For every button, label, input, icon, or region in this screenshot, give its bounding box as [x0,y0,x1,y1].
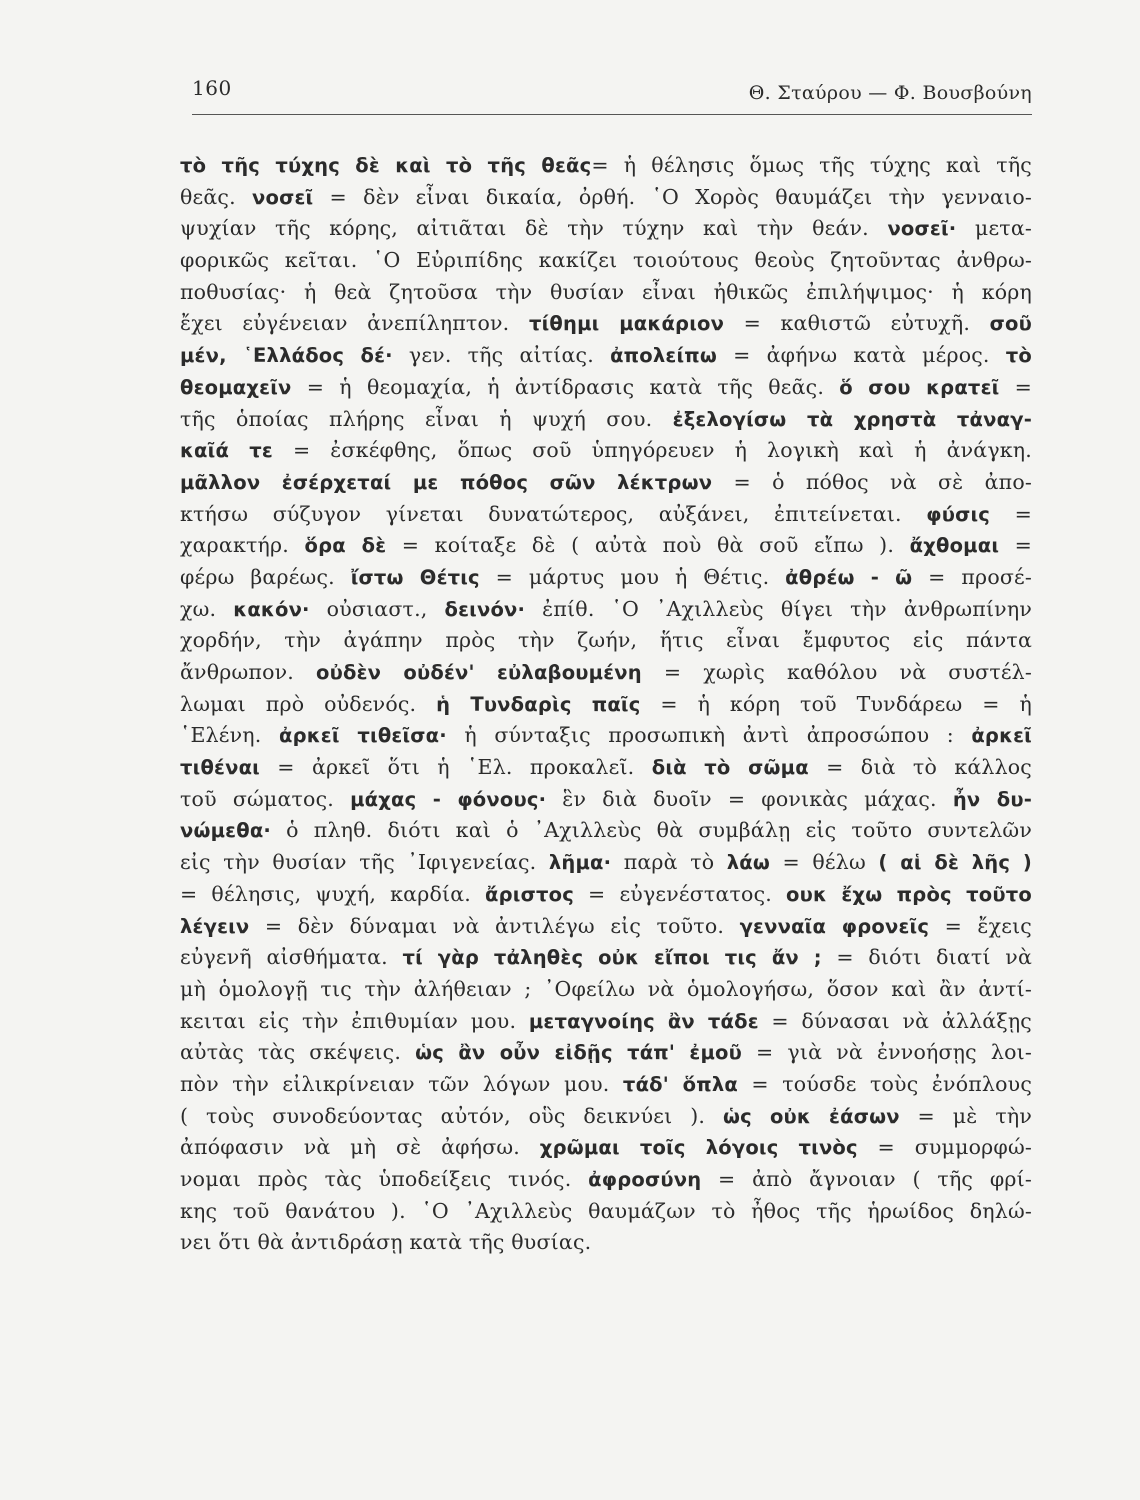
gloss-text: οὐσιαστ., [309,596,445,621]
text-line [180,277,1032,309]
text-line [180,784,1032,816]
lemma-term: ἴστω Θέτις [350,565,480,589]
gloss-text: χαρακτήρ. [180,533,305,558]
gloss-text: νει ὅτι θὰ ἀντιδράσῃ κατὰ τῆς θυσίας. [180,1230,592,1255]
lemma-term: ὅρα δὲ [304,534,387,558]
text-line [180,1101,1032,1133]
gloss-text: ἡ σύνταξις προσωπικὴ ἀντὶ ἀπροσώπου : [446,723,972,748]
gloss-text: = [999,533,1032,558]
lemma-term: γενναῖα φρονεῖς [739,914,930,938]
lemma-term: τιθέναι [180,756,260,780]
gloss-text: φέρω βαρέως. [180,564,351,589]
lemma-term: ἦν δυ- [952,787,1032,811]
lemma-term: μᾶλλον ἐσέρχεταί με πόθος σῶν λέκτρων [180,470,713,494]
lemma-term: ἄχθομαι [909,534,1000,558]
text-line [180,308,1032,340]
text-line [180,150,1032,182]
gloss-text: χω. [180,596,234,621]
text-line [180,847,1032,879]
lemma-term: ἄριστος [485,882,574,906]
gloss-text: κτήσω σύζυγον γίνεται δυνατώτερος, αὐξάνει, ἐπιτείνεται. [180,501,927,526]
page-number: 160 [192,76,232,100]
gloss-text: = ἡ θεομαχία, ἡ ἀντίδρασις κατὰ τῆς θεᾶς. [291,374,840,399]
text-line [180,594,1032,626]
gloss-text: = ἀρκεῖ ὅτι ἡ ῾Ελ. προκαλεῖ. [259,755,652,780]
gloss-text: = δὲν εἶναι δικαία, ὀρθή. ῾Ο Χορὸς θαυμάζει τὴν γενναιο- [313,184,1032,209]
gloss-text: = ἐσκέφθης, ὅπως σοῦ ὑπηγόρευεν ἡ λογικὴ καὶ ἡ ἀνάγκη. [272,438,1032,463]
lemma-term: ἀπολείπω [610,344,718,368]
gloss-text: παρὰ τὸ [611,850,727,875]
commentary-text [180,150,1032,1259]
text-line [180,404,1032,436]
gloss-text: = δὲν δύναμαι νὰ ἀντιλέγω εἰς τοῦτο. [249,913,740,938]
lemma-term: μεταγνοίης ἂν τάδε [528,1009,759,1033]
gloss-text: = ἔχεις [929,913,1032,938]
gloss-text: = εὐγενέστατος. [574,881,787,906]
lemma-term: ἀφροσύνη [588,1168,702,1191]
gloss-text: ( τοὺς συνοδεύοντας αὐτόν, οὓς δεικνύει ). [180,1103,723,1128]
gloss-text: = [990,501,1032,526]
gloss-text: = ἡ κόρη τοῦ Τυνδάρεω = ἡ [640,691,1032,716]
lemma-term: φύσις [926,502,991,526]
lemma-term: ἀθρέω - ῶ [785,565,913,589]
lemma-term: δεινόν· [444,597,526,621]
text-line [180,815,1032,847]
gloss-text: ἔχει εὐγένειαν ἀνεπίληπτον. [180,311,529,336]
text-line [180,213,1032,245]
lemma-term: ἐξελογίσω τὰ χρηστὰ τἀναγ- [672,407,1032,431]
gloss-text: = κοίταξε δὲ ( αὐτὰ ποὺ θὰ σοῦ εἴπω ). [386,533,910,558]
gloss-text: μετα- [956,216,1032,241]
gloss-text: = [999,374,1032,399]
gloss-text: ἄνθρωπον. [180,660,317,684]
lemma-term: ἀρκεῖ [971,724,1032,748]
gloss-text: = μὲ τὴν [899,1103,1032,1128]
text-line [180,752,1032,784]
lemma-term: ουκ ἔχω πρὸς τοῦτο [786,882,1032,906]
page-header [192,70,1032,115]
gloss-text: ἐπίθ. ῾Ο ᾿Αχιλλεὺς θίγει τὴν ἀνθρωπίνην [525,596,1032,621]
lemma-term: καῖά τε [180,439,273,463]
text-line [180,182,1032,214]
text-line [180,1037,1032,1069]
text-line [180,467,1032,499]
text-line [180,1196,1032,1228]
gloss-text: = διὰ τὸ κάλλος [808,755,1032,780]
gloss-text: ψυχίαν τῆς κόρης, αἰτιᾶται δὲ τὴν τύχην καὶ τὴν θεάν. [180,216,888,241]
lemma-term: οὐδὲν οὐδέν' εὐλαβουμένη [316,661,642,684]
lemma-term: χρῶμαι τοῖς λόγοις τινὸς [539,1136,858,1160]
gloss-text: μὴ ὁμολογῇ τις τὴν ἀλήθειαν ; ᾿Οφείλω νὰ ὁμολογήσω, ὅσον καὶ ἂν ἀντί- [180,976,1032,1001]
lemma-term: τί γὰρ τἀληθὲς οὐκ εἴποι τις ἄν ; [402,946,822,970]
gloss-text: κειται εἰς τὴν ἐπιθυμίαν μου. [180,1008,529,1033]
lemma-term: ἀρκεῖ τιθεῖσα· [278,724,447,748]
gloss-text: = θέλησις, ψυχή, καρδία. [180,881,486,906]
lemma-term: τὸ τῆς τύχης δὲ καὶ τὸ τῆς θεᾶς [180,154,592,177]
gloss-text: γεν. τῆς αἰτίας. [392,343,611,368]
text-line [180,1227,1032,1259]
gloss-text: = ἀπὸ ἄγνοιαν ( τῆς φρί- [701,1167,1032,1191]
text-line [180,1006,1032,1038]
gloss-text: θεᾶς. [180,184,252,209]
text-line [180,435,1032,467]
lemma-term: ὡς ἂν οὖν εἰδῇς τάπ' ἐμοῦ [415,1041,742,1065]
gloss-text: = ἀφήνω κατὰ μέρος. [717,343,1006,368]
text-line [180,530,1032,562]
gloss-text: = μάρτυς μου ἡ Θέτις. [479,564,786,589]
text-line [180,340,1032,372]
lemma-term: μέν, ῾Ελλάδος δέ· [180,344,393,368]
lemma-term: ὅ σου κρατεῖ [839,375,1000,399]
text-line [180,372,1032,404]
gloss-text: ῾Ελένη. [180,723,279,748]
text-line [180,1164,1032,1196]
gloss-text: = τούσδε τοὺς ἐνόπλους [738,1071,1032,1096]
gloss-text: = διότι διατί νὰ [821,945,1032,970]
lemma-term: κακόν· [233,597,310,621]
lemma-term: ( αἱ δὲ λῆς ) [878,851,1032,875]
lemma-term: ὡς οὐκ ἐάσων [722,1104,900,1128]
text-line [180,974,1032,1006]
text-line [180,562,1032,594]
gloss-text: εἰς τὴν θυσίαν τῆς ᾿Ιφιγενείας. [180,850,549,875]
gloss-text: = χωρὶς καθόλου νὰ συστέλ- [641,660,1032,684]
gloss-text: αὐτὰς τὰς σκέψεις. [180,1040,416,1065]
text-line [180,911,1032,943]
gloss-text: εὐγενῆ αἰσθήματα. [180,945,403,970]
text-line [180,245,1032,277]
lemma-term: σοῦ [989,312,1032,336]
lemma-term: τίθημι μακάριον [528,312,725,336]
text-line [180,625,1032,657]
gloss-text: = ὁ πόθος νὰ σὲ ἀπο- [712,469,1032,494]
text-line [180,689,1032,721]
text-line [180,1069,1032,1101]
lemma-term: λάω [726,851,771,875]
gloss-text: τοῦ σώματος. [180,786,351,811]
gloss-text: νομαι πρὸς τὰς ὑποδείξεις τινός. [180,1167,589,1191]
text-line [180,942,1032,974]
gloss-text: χορδήν, τὴν ἀγάπην πρὸς τὴν ζωήν, ἥτις εἶναι ἔμφυτος εἰς πάντα [180,628,1032,653]
lemma-term: λῆμα· [548,851,612,875]
gloss-text: κης τοῦ θανάτου ). ῾Ο ᾿Αχιλλεὺς θαυμάζων τὸ ἦθος τῆς ἡρωίδος δηλώ- [180,1198,1032,1223]
gloss-text: = συμμορφώ- [857,1135,1032,1160]
gloss-text: ποθυσίας· ἡ θεὰ ζητοῦσα τὴν θυσίαν εἶναι ἠθικῶς ἐπιλήψιμος· ἡ κόρη [180,279,1032,304]
gloss-text: = ἡ θέλησις ὅμως τῆς τύχης καὶ τῆς [591,153,1032,177]
lemma-term: νοσεῖ [252,185,314,209]
gloss-text: = θέλω [770,850,879,875]
lemma-term: νώμεθα· [180,819,272,843]
lemma-term: ἡ Τυνδαρὶς παῖς [436,692,641,716]
text-line [180,720,1032,752]
gloss-text: ἓν διὰ δυοῖν = φονικὰς μάχας. [546,786,953,811]
text-line [180,499,1032,531]
lemma-term: θεομαχεῖν [180,375,292,399]
gloss-text: = καθιστῶ εὐτυχῆ. [724,311,990,336]
lemma-term: τάδ' ὅπλα [622,1072,738,1096]
gloss-text: φορικῶς κεῖται. ῾Ο Εὐριπίδης κακίζει τοιούτους θεοὺς ζητοῦντας ἀνθρω- [180,248,1032,273]
gloss-text: = γιὰ νὰ ἐννοήσῃς λοι- [741,1040,1032,1065]
lemma-term: λέγειν [180,914,250,938]
gloss-text: ἀπόφασιν νὰ μὴ σὲ ἀφήσω. [180,1135,540,1160]
gloss-text: = δύνασαι νὰ ἀλλάξῃς [758,1008,1032,1033]
text-line [180,1132,1032,1164]
lemma-term: τὸ [1005,344,1032,368]
lemma-term: διὰ τὸ σῶμα [651,756,809,780]
gloss-text: ὁ πληθ. διότι καὶ ὁ ᾿Αχιλλεὺς θὰ συμβάλῃ εἰς τοῦτο συντελῶν [271,818,1032,843]
lemma-term: μάχας - φόνους· [350,787,547,811]
gloss-text: λωμαι πρὸ οὐδενός. [180,691,437,716]
text-line [180,657,1032,689]
text-line [180,879,1032,911]
gloss-text: = προσέ- [912,564,1032,589]
running-head: Θ. Σταύρου — Φ. Βουσβούνη [748,82,1032,104]
gloss-text: τῆς ὁποίας πλήρης εἶναι ἡ ψυχή σου. [180,406,673,431]
gloss-text: πὸν τὴν εἰλικρίνειαν τῶν λόγων μου. [180,1071,623,1096]
lemma-term: νοσεῖ· [887,217,957,241]
